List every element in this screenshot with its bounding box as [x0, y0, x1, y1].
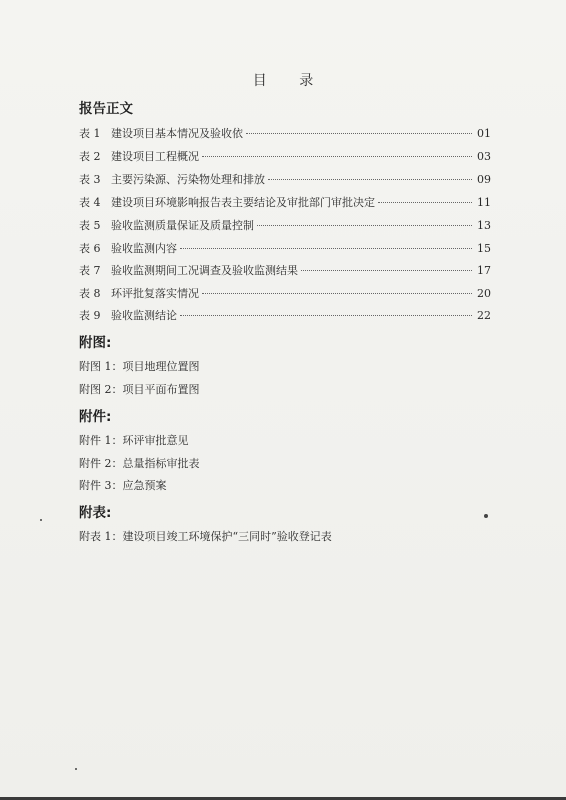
attachment-item-3[interactable]: 附件 3：应急预案 [79, 479, 167, 492]
toc-entry-num: 表 7 [79, 264, 101, 277]
table-item-1[interactable]: 附表 1：建设项目竣工环境保护“三同时”验收登记表 [79, 530, 332, 543]
toc-entry-page: 13 [477, 219, 491, 232]
toc-entry-page: 20 [477, 287, 491, 300]
toc-entry-num: 表 5 [79, 219, 101, 232]
section-heading-figures: 附图: [79, 335, 112, 351]
toc-entry-title: 验收监测质量保证及质量控制 [111, 219, 254, 232]
toc-dot-leader [301, 270, 472, 271]
toc-entry-6[interactable] [79, 240, 491, 256]
toc-entry-1[interactable] [79, 125, 491, 141]
toc-dot-leader [268, 179, 472, 180]
attachment-item-2[interactable]: 附件 2：总量指标审批表 [79, 457, 200, 470]
toc-entry-5[interactable] [79, 217, 491, 233]
attachment-item-1[interactable]: 附件 1：环评审批意见 [79, 434, 189, 447]
figure-item-1[interactable]: 附图 1：项目地理位置图 [79, 360, 200, 373]
toc-entry-num: 表 9 [79, 309, 101, 322]
toc-entry-8[interactable] [79, 285, 491, 301]
toc-entry-page: 17 [477, 264, 491, 277]
scan-speck [484, 514, 488, 518]
scan-speck [40, 519, 42, 521]
toc-dot-leader [257, 225, 472, 226]
toc-entry-title: 建设项目工程概况 [111, 150, 199, 163]
toc-entry-title: 验收监测期间工况调查及验收监测结果 [111, 264, 298, 277]
section-heading-tables: 附表: [79, 505, 112, 521]
toc-entry-num: 表 3 [79, 173, 101, 186]
toc-entry-page: 15 [477, 242, 491, 255]
toc-entry-title: 验收监测内容 [111, 242, 177, 255]
toc-entry-page: 09 [477, 173, 491, 186]
toc-entry-title: 建设项目环境影响报告表主要结论及审批部门审批决定 [111, 196, 375, 209]
toc-dot-leader [180, 315, 472, 316]
toc-entry-2[interactable] [79, 148, 491, 164]
toc-entry-num: 表 4 [79, 196, 101, 209]
toc-entry-7[interactable] [79, 262, 491, 278]
toc-entry-num: 表 1 [79, 127, 101, 140]
toc-entry-num: 表 6 [79, 242, 101, 255]
toc-dot-leader [180, 248, 472, 249]
toc-dot-leader [202, 156, 472, 157]
toc-dot-leader [246, 133, 472, 134]
toc-entry-title: 建设项目基本情况及验收依 [111, 127, 243, 140]
toc-entry-title: 验收监测结论 [111, 309, 177, 322]
page-title: 目 录 [252, 73, 328, 89]
toc-entry-4[interactable] [79, 194, 491, 210]
figure-item-2[interactable]: 附图 2：项目平面布置图 [79, 383, 200, 396]
toc-entry-title: 环评批复落实情况 [111, 287, 199, 300]
toc-entry-3[interactable] [79, 171, 491, 187]
toc-entry-num: 表 2 [79, 150, 101, 163]
toc-entry-9[interactable] [79, 307, 491, 323]
toc-dot-leader [202, 293, 472, 294]
toc-entry-page: 11 [477, 196, 491, 209]
section-heading-attachments: 附件: [79, 409, 112, 425]
section-heading-main: 报告正文 [79, 101, 133, 117]
toc-entry-page: 01 [477, 127, 491, 140]
toc-entry-num: 表 8 [79, 287, 101, 300]
toc-entry-title: 主要污染源、污染物处理和排放 [111, 173, 265, 186]
toc-entry-page: 22 [477, 309, 491, 322]
toc-dot-leader [378, 202, 472, 203]
scan-speck [75, 768, 77, 770]
toc-entry-page: 03 [477, 150, 491, 163]
